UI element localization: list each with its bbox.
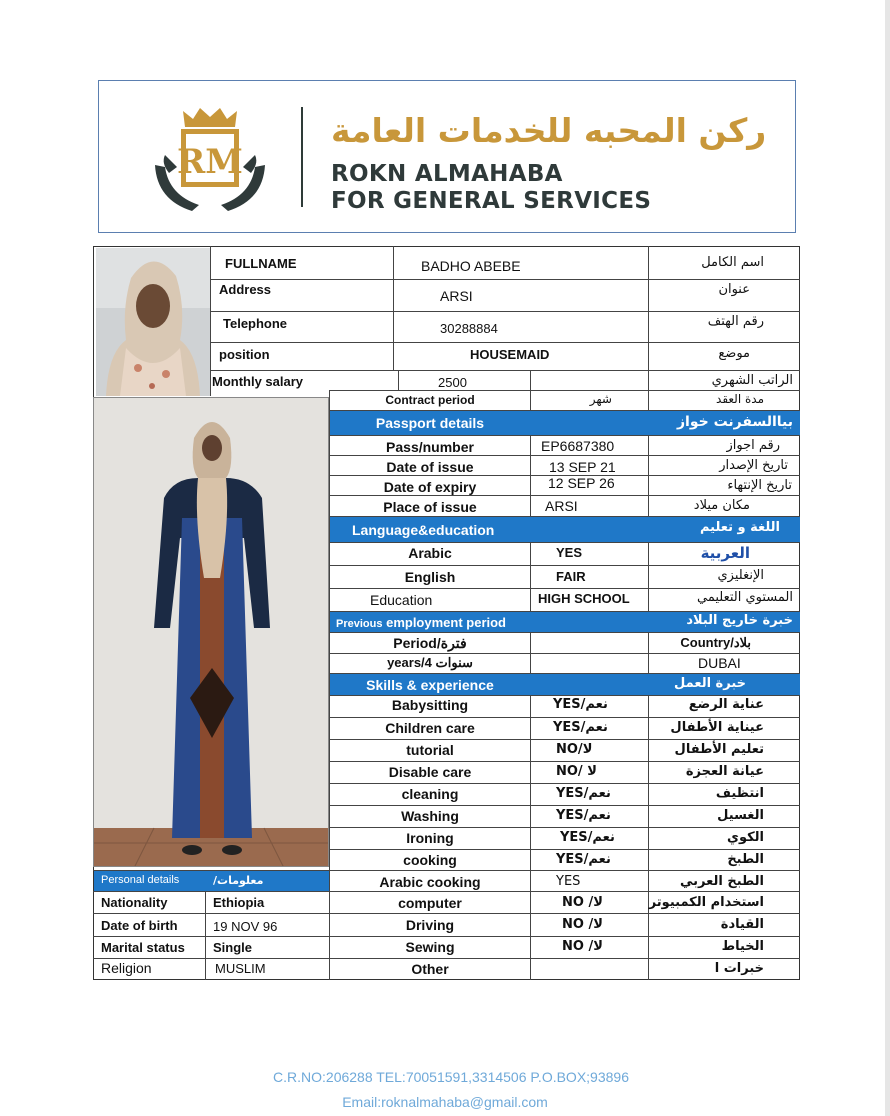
skill-label: Ironing xyxy=(406,830,454,846)
passport-section-bar-mid xyxy=(530,411,648,435)
grid-line xyxy=(648,246,649,396)
years-value: years/4 سنوات xyxy=(387,655,473,670)
skill-label: computer xyxy=(398,895,462,911)
skill-label-ar: عناية الرضع xyxy=(688,697,764,712)
education-label: Education xyxy=(370,592,433,608)
footer-email: Email:roknalmahaba@gmail.com xyxy=(342,1094,548,1110)
expiry-date-label: Date of expiry xyxy=(383,479,477,495)
grid-line xyxy=(329,739,800,740)
skill-label: Washing xyxy=(401,808,459,824)
fullname-label: FULLNAME xyxy=(225,256,297,271)
skill-label: tutorial xyxy=(406,742,454,758)
issue-date-label-ar: تاريخ الإصدار xyxy=(719,458,788,473)
skill-value: YES/نعم xyxy=(560,830,615,845)
language-header: Language&education xyxy=(352,522,495,538)
company-logo-icon xyxy=(147,105,273,217)
personal-header: Personal details xyxy=(101,874,180,886)
passport-header-ar: بياالسفرنت خواز xyxy=(677,414,793,430)
grid-line xyxy=(329,632,800,633)
skill-label-ar: الطبخ العربي xyxy=(680,874,764,889)
language-header-ar: اللغة و تعليم xyxy=(699,520,780,535)
skill-label-ar: تعليم الأطفال xyxy=(674,742,764,757)
expiry-date-value: 12 SEP 26 xyxy=(548,475,615,491)
company-english-subtitle: FOR GENERAL SERVICES xyxy=(331,188,652,214)
skill-value: YES/نعم xyxy=(553,697,608,712)
position-label: position xyxy=(219,347,270,362)
skill-label-ar: استخدام الكمبيوتر xyxy=(648,895,764,910)
passport-number-label-ar: رقم اجواز xyxy=(726,438,780,453)
skill-label-ar: الغسيل xyxy=(717,808,764,823)
grid-line xyxy=(329,588,800,589)
passport-header: Passport details xyxy=(375,415,485,431)
skill-value: YES/نعم xyxy=(553,720,608,735)
education-value: HIGH SCHOOL xyxy=(538,591,630,606)
grid-line xyxy=(329,849,800,850)
employment-header-ar: خبرة خاريج البلاد xyxy=(686,613,793,628)
employment-header-main: employment period xyxy=(386,615,507,630)
place-of-issue-label: Place of issue xyxy=(383,499,477,515)
salary-label: Monthly salary xyxy=(212,374,304,389)
grid-line xyxy=(211,342,800,343)
company-header xyxy=(98,80,796,233)
period-label: Period/فترة xyxy=(393,635,467,651)
grid-line xyxy=(210,246,211,396)
education-label-ar: المستوي التعليمي xyxy=(697,590,793,605)
issue-date-label: Date of issue xyxy=(386,459,474,475)
nationality-value: Ethiopia xyxy=(213,895,265,910)
passport-number-value: EP6687380 xyxy=(541,438,615,454)
grid-line xyxy=(329,390,800,391)
grid-line xyxy=(93,913,800,914)
salary-label-ar: الراتب الشهري xyxy=(711,373,793,388)
employment-header xyxy=(336,616,506,630)
religion-value: MUSLIM xyxy=(215,961,266,976)
skill-value: YES/نعم xyxy=(556,852,611,867)
arabic-label-ar: العربية xyxy=(700,544,750,562)
grid-line xyxy=(93,891,800,892)
skills-header-ar: خبرة العمل xyxy=(674,676,746,691)
marital-value: Single xyxy=(213,940,253,955)
grid-line xyxy=(398,370,399,390)
contract-label: Contract period xyxy=(385,393,475,407)
skill-label: cleaning xyxy=(401,786,459,802)
grid-line xyxy=(329,653,800,654)
skill-label-ar: انتظيف xyxy=(715,786,764,801)
footer-contact: C.R.NO:206288 TEL:70051591,3314506 P.O.BOX;93896 xyxy=(273,1069,629,1085)
grid-line xyxy=(211,370,800,371)
contract-label-ar: مدة العقد xyxy=(716,392,764,406)
grid-line xyxy=(211,279,800,280)
grid-line xyxy=(329,435,800,436)
candidate-portrait-photo xyxy=(96,248,210,396)
grid-line xyxy=(329,565,800,566)
country-label: Country/بلاد xyxy=(680,635,751,650)
employment-header-small: Previous xyxy=(336,618,383,630)
candidate-full-body-photo xyxy=(93,397,329,867)
passport-number-label: Pass/number xyxy=(386,439,474,455)
grid-line xyxy=(329,455,800,456)
address-label: Address xyxy=(219,282,272,297)
skill-label: Driving xyxy=(405,917,455,933)
skill-label-ar: عيانة العجزة xyxy=(685,764,764,779)
skills-header: Skills & experience xyxy=(366,677,494,693)
skill-label: cooking xyxy=(403,852,457,868)
english-label-ar: الإنغليزي xyxy=(717,568,764,583)
nationality-label: Nationality xyxy=(101,895,168,910)
header-divider xyxy=(301,107,303,207)
personal-header-ar: /معلومات xyxy=(213,874,264,887)
company-english-name: ROKN ALMAHABA xyxy=(331,161,563,187)
english-value: FAIR xyxy=(556,569,586,584)
place-of-issue-value: ARSI xyxy=(545,498,578,514)
fullname-value: BADHO ABEBE xyxy=(421,258,521,274)
grid-line xyxy=(93,958,800,959)
skill-label-ar: خبرات ا xyxy=(714,961,764,976)
place-of-issue-label-ar: مكان ميلاد xyxy=(693,498,750,513)
contract-value: شهر xyxy=(589,392,612,406)
religion-label: Religion xyxy=(101,960,152,976)
skill-label: Sewing xyxy=(405,939,455,955)
skill-label: Children care xyxy=(385,720,475,736)
page-edge xyxy=(885,0,890,1116)
svg-text:RM: RM xyxy=(177,142,243,182)
skill-value: YES/نعم xyxy=(556,808,611,823)
country-value: DUBAI xyxy=(698,655,741,671)
skill-label-ar: الكوي xyxy=(727,830,764,845)
position-label-ar: موضع xyxy=(718,346,750,361)
company-arabic-name: ركن المحبه للخدمات العامة xyxy=(331,111,767,150)
grid-line xyxy=(329,827,800,828)
skill-value: YES/نعم xyxy=(556,786,611,801)
skill-label: Other xyxy=(411,961,449,977)
skill-label-ar: عيناية الأطفال xyxy=(670,720,764,735)
grid-line xyxy=(211,311,800,312)
grid-line xyxy=(329,783,800,784)
skill-value: NO /لا xyxy=(562,939,603,954)
telephone-label: Telephone xyxy=(223,316,288,331)
telephone-value: 30288884 xyxy=(440,321,498,336)
skill-label-ar: الطبخ xyxy=(727,852,764,867)
english-label: English xyxy=(404,569,456,585)
skill-value: NO /لا xyxy=(562,917,603,932)
skill-value: NO/ لا xyxy=(556,764,597,779)
grid-line xyxy=(329,805,800,806)
address-value: ARSI xyxy=(440,288,473,304)
grid-line xyxy=(329,542,800,543)
salary-value: 2500 xyxy=(438,375,467,390)
skill-value: NO/لا xyxy=(556,742,593,757)
grid-line xyxy=(329,695,800,696)
skill-label: Arabic cooking xyxy=(379,874,481,890)
arabic-label: Arabic xyxy=(408,545,452,561)
position-value: HOUSEMAID xyxy=(470,347,550,362)
issue-date-value: 13 SEP 21 xyxy=(549,459,616,475)
skill-label: Babysitting xyxy=(391,697,469,713)
grid-line xyxy=(93,936,800,937)
skill-label: Disable care xyxy=(388,764,472,780)
dob-label: Date of birth xyxy=(101,918,178,933)
skill-label-ar: الخياط xyxy=(721,939,764,954)
arabic-value: YES xyxy=(556,545,583,560)
grid-line xyxy=(329,717,800,718)
telephone-label-ar: رقم الهتف xyxy=(707,314,764,329)
grid-line xyxy=(530,370,531,390)
dob-value: 19 NOV 96 xyxy=(213,919,278,934)
skill-value: YES xyxy=(556,874,581,889)
skill-value: NO /لا xyxy=(562,895,603,910)
marital-label: Marital status xyxy=(101,940,185,955)
grid-line xyxy=(393,246,394,370)
address-label-ar: عنوان xyxy=(718,282,750,297)
skill-label-ar: القيادة xyxy=(720,917,764,932)
grid-line xyxy=(329,495,800,496)
grid-line xyxy=(329,761,800,762)
expiry-date-label-ar: تاريخ الإنتهاء xyxy=(727,478,792,493)
fullname-label-ar: اسم الكامل xyxy=(701,255,764,270)
